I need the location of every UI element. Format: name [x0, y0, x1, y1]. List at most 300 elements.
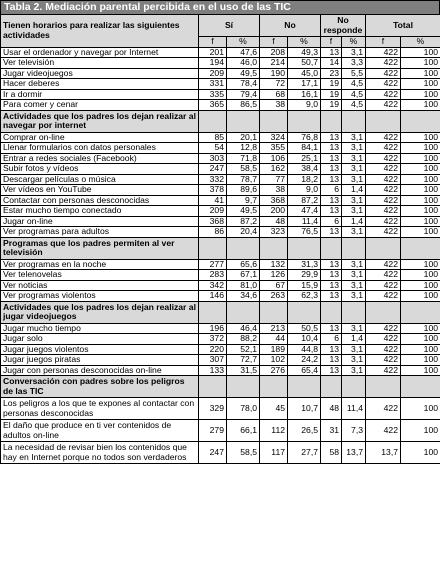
mediation-table [0, 14, 440, 464]
row-value: 422 [366, 259, 401, 270]
row-value: 86,5 [227, 100, 260, 111]
row-value: 422 [366, 206, 401, 217]
section-blank-cell [199, 301, 227, 323]
section-blank-cell [227, 110, 260, 132]
row-value: 49,3 [288, 47, 321, 58]
row-value: 20,1 [227, 132, 260, 143]
row-value: 52,1 [227, 344, 260, 355]
row-value: 13 [321, 355, 342, 366]
table-row [1, 365, 440, 376]
row-value: 47,6 [227, 47, 260, 58]
section-blank-cell [321, 376, 342, 398]
table-row [1, 47, 440, 58]
row-value: 422 [366, 195, 401, 206]
row-value: 100 [401, 153, 440, 164]
row-label: Ver noticias [1, 280, 199, 291]
row-value: 88,2 [227, 334, 260, 345]
row-value: 332 [199, 174, 227, 185]
section-blank-cell [342, 237, 366, 259]
section-header-row [1, 237, 440, 259]
row-value: 3,1 [342, 195, 366, 206]
row-value: 13 [321, 206, 342, 217]
row-value: 9,0 [288, 100, 321, 111]
row-label: Ver programas violentos [1, 291, 199, 302]
row-value: 247 [199, 442, 227, 464]
row-label: Jugar solo [1, 334, 199, 345]
row-value: 6 [321, 334, 342, 345]
table-row [1, 398, 440, 420]
row-value: 26,5 [288, 420, 321, 442]
row-value: 31 [321, 420, 342, 442]
table-row [1, 174, 440, 185]
row-value: 44,8 [288, 344, 321, 355]
row-value: 62,3 [288, 291, 321, 302]
row-value: 324 [260, 132, 288, 143]
table-row [1, 79, 440, 90]
row-value: 13 [321, 143, 342, 154]
section-title: Actividades que los padres los dejan realizar al navegar por internet [1, 110, 199, 132]
row-value: 372 [199, 334, 227, 345]
row-label: Ver televisión [1, 58, 199, 69]
table-row [1, 355, 440, 366]
table-row [1, 442, 440, 464]
table-row [1, 420, 440, 442]
row-value: 100 [401, 365, 440, 376]
section-blank-cell [366, 237, 401, 259]
row-value: 3,1 [342, 365, 366, 376]
col-header-total: Total [366, 15, 440, 37]
row-value: 100 [401, 79, 440, 90]
row-value: 355 [260, 143, 288, 154]
table-row [1, 291, 440, 302]
section-title: Conversación con padres sobre los peligros de las TIC [1, 376, 199, 398]
row-value: 422 [366, 68, 401, 79]
row-value: 20,4 [227, 227, 260, 238]
row-label: Jugar con personas desconocidas on-line [1, 365, 199, 376]
row-value: 422 [366, 79, 401, 90]
row-value: 76,5 [288, 227, 321, 238]
table-row [1, 58, 440, 69]
table-row [1, 153, 440, 164]
row-value: 100 [401, 185, 440, 196]
section-blank-cell [401, 301, 440, 323]
row-value: 422 [366, 323, 401, 334]
row-value: 45,0 [288, 68, 321, 79]
col-header-no-responde: No responde [321, 15, 366, 37]
row-value: 13 [321, 280, 342, 291]
row-value: 54 [199, 143, 227, 154]
row-value: 15,9 [288, 280, 321, 291]
row-label: Los peligros a los que te expones al contactar con personas desconocidas [1, 398, 199, 420]
section-blank-cell [366, 301, 401, 323]
row-value: 422 [366, 153, 401, 164]
row-value: 422 [366, 334, 401, 345]
row-value: 3,1 [342, 344, 366, 355]
row-value: 100 [401, 420, 440, 442]
row-value: 194 [199, 58, 227, 69]
row-value: 3,1 [342, 259, 366, 270]
row-value: 38 [260, 100, 288, 111]
row-value: 19 [321, 89, 342, 100]
table-row [1, 206, 440, 217]
row-value: 422 [366, 58, 401, 69]
row-value: 50,5 [288, 323, 321, 334]
row-value: 38,4 [288, 164, 321, 175]
row-value: 342 [199, 280, 227, 291]
row-value: 100 [401, 143, 440, 154]
row-value: 3,1 [342, 174, 366, 185]
row-label: Estar mucho tiempo conectado [1, 206, 199, 217]
section-header-row [1, 376, 440, 398]
row-value: 50,7 [288, 58, 321, 69]
row-value: 365 [199, 100, 227, 111]
row-label: Jugar mucho tiempo [1, 323, 199, 334]
row-value: 3,1 [342, 355, 366, 366]
row-value: 422 [366, 100, 401, 111]
row-value: 100 [401, 195, 440, 206]
section-title: Actividades que los padres los dejan realizar al jugar videojuegos [1, 301, 199, 323]
row-value: 162 [260, 164, 288, 175]
row-value: 3,3 [342, 58, 366, 69]
row-value: 16,1 [288, 89, 321, 100]
row-value: 4,5 [342, 89, 366, 100]
row-value: 9,0 [288, 185, 321, 196]
row-value: 132 [260, 259, 288, 270]
row-value: 100 [401, 174, 440, 185]
row-value: 189 [260, 344, 288, 355]
row-value: 100 [401, 132, 440, 143]
row-value: 3,1 [342, 132, 366, 143]
row-value: 329 [199, 398, 227, 420]
section-blank-cell [227, 237, 260, 259]
section-blank-cell [321, 110, 342, 132]
row-value: 368 [199, 216, 227, 227]
row-value: 89,6 [227, 185, 260, 196]
row-value: 303 [199, 153, 227, 164]
table-row [1, 216, 440, 227]
row-value: 331 [199, 79, 227, 90]
row-value: 31,3 [288, 259, 321, 270]
row-value: 47,4 [288, 206, 321, 217]
row-value: 1,4 [342, 216, 366, 227]
row-value: 307 [199, 355, 227, 366]
table-row [1, 100, 440, 111]
row-value: 100 [401, 47, 440, 58]
row-value: 72,7 [227, 355, 260, 366]
table-row [1, 89, 440, 100]
row-value: 422 [366, 216, 401, 227]
row-label: Para comer y cenar [1, 100, 199, 111]
section-blank-cell [199, 110, 227, 132]
row-value: 13,7 [342, 442, 366, 464]
table-row [1, 143, 440, 154]
row-value: 100 [401, 227, 440, 238]
section-blank-cell [227, 301, 260, 323]
subheader-f: f [260, 37, 288, 48]
row-label: Ver programas en la noche [1, 259, 199, 270]
row-value: 13 [321, 259, 342, 270]
subheader-pct: % [288, 37, 321, 48]
row-value: 17,1 [288, 79, 321, 90]
section-blank-cell [227, 376, 260, 398]
header-row [1, 15, 440, 37]
row-label: Jugar juegos piratas [1, 355, 199, 366]
row-label: Llenar formularios con datos personales [1, 143, 199, 154]
row-value: 3,1 [342, 280, 366, 291]
row-value: 3,1 [342, 164, 366, 175]
row-value: 13 [321, 323, 342, 334]
col-header-no: No [260, 15, 321, 37]
row-value: 422 [366, 355, 401, 366]
row-value: 9,7 [227, 195, 260, 206]
row-value: 13 [321, 132, 342, 143]
row-value: 46,4 [227, 323, 260, 334]
table-row [1, 164, 440, 175]
row-value: 100 [401, 344, 440, 355]
row-value: 86 [199, 227, 227, 238]
row-value: 79,4 [227, 89, 260, 100]
row-value: 3,1 [342, 270, 366, 281]
row-value: 13 [321, 227, 342, 238]
row-value: 13 [321, 174, 342, 185]
row-value: 220 [199, 344, 227, 355]
row-value: 45 [260, 398, 288, 420]
row-value: 422 [366, 344, 401, 355]
row-value: 100 [401, 334, 440, 345]
section-blank-cell [260, 301, 288, 323]
row-value: 100 [401, 442, 440, 464]
row-value: 3,1 [342, 227, 366, 238]
row-value: 72 [260, 79, 288, 90]
row-label: Jugar on-line [1, 216, 199, 227]
row-value: 100 [401, 270, 440, 281]
row-value: 100 [401, 89, 440, 100]
row-value: 81,0 [227, 280, 260, 291]
row-label: Jugar videojuegos [1, 68, 199, 79]
row-value: 85 [199, 132, 227, 143]
table-row [1, 259, 440, 270]
row-value: 3,1 [342, 206, 366, 217]
table-row [1, 334, 440, 345]
row-value: 422 [366, 164, 401, 175]
row-value: 422 [366, 420, 401, 442]
row-label: Ver vídeos en YouTube [1, 185, 199, 196]
row-value: 14 [321, 58, 342, 69]
row-value: 68 [260, 89, 288, 100]
row-label: Ver telenovelas [1, 270, 199, 281]
row-value: 65,4 [288, 365, 321, 376]
row-value: 77 [260, 174, 288, 185]
row-value: 10,4 [288, 334, 321, 345]
row-label: El daño que produce en ti ver contenidos de adultos on-line [1, 420, 199, 442]
section-header-row [1, 110, 440, 132]
row-value: 100 [401, 164, 440, 175]
section-blank-cell [288, 301, 321, 323]
row-label: Contactar con personas desconocidas [1, 195, 199, 206]
section-blank-cell [288, 237, 321, 259]
table-row [1, 323, 440, 334]
row-value: 24,2 [288, 355, 321, 366]
row-value: 13 [321, 344, 342, 355]
row-value: 422 [366, 89, 401, 100]
row-value: 146 [199, 291, 227, 302]
row-value: 279 [199, 420, 227, 442]
row-value: 422 [366, 185, 401, 196]
row-label: Entrar a redes sociales (Facebook) [1, 153, 199, 164]
row-value: 48 [321, 398, 342, 420]
row-value: 78,7 [227, 174, 260, 185]
section-blank-cell [260, 237, 288, 259]
row-value: 6 [321, 185, 342, 196]
row-value: 209 [199, 68, 227, 79]
section-blank-cell [342, 376, 366, 398]
row-value: 214 [260, 58, 288, 69]
row-value: 67 [260, 280, 288, 291]
row-value: 13,7 [366, 442, 401, 464]
row-value: 283 [199, 270, 227, 281]
row-value: 378 [199, 185, 227, 196]
section-blank-cell [288, 376, 321, 398]
row-label: Descargar películas o música [1, 174, 199, 185]
row-value: 422 [366, 291, 401, 302]
section-blank-cell [321, 301, 342, 323]
table-row [1, 270, 440, 281]
row-value: 200 [260, 206, 288, 217]
table-row [1, 132, 440, 143]
row-value: 100 [401, 216, 440, 227]
row-value: 71,8 [227, 153, 260, 164]
row-value: 23 [321, 68, 342, 79]
section-blank-cell [288, 110, 321, 132]
row-value: 100 [401, 206, 440, 217]
row-value: 335 [199, 89, 227, 100]
row-value: 213 [260, 323, 288, 334]
row-value: 31,5 [227, 365, 260, 376]
row-value: 84,1 [288, 143, 321, 154]
row-value: 18,2 [288, 174, 321, 185]
row-value: 100 [401, 280, 440, 291]
row-label: La necesidad de revisar bien los contenidos que hay en Internet porque no todos son verdaderos [1, 442, 199, 464]
row-value: 3,1 [342, 47, 366, 58]
row-label: Usar el ordenador y navegar por Internet [1, 47, 199, 58]
row-value: 11,4 [342, 398, 366, 420]
row-value: 323 [260, 227, 288, 238]
row-value: 76,8 [288, 132, 321, 143]
row-value: 100 [401, 100, 440, 111]
row-value: 422 [366, 270, 401, 281]
row-value: 196 [199, 323, 227, 334]
row-label: Jugar juegos violentos [1, 344, 199, 355]
row-value: 201 [199, 47, 227, 58]
section-blank-cell [401, 110, 440, 132]
row-value: 100 [401, 58, 440, 69]
row-value: 247 [199, 164, 227, 175]
row-value: 3,1 [342, 291, 366, 302]
row-value: 44 [260, 334, 288, 345]
row-value: 25,1 [288, 153, 321, 164]
row-value: 106 [260, 153, 288, 164]
row-label: Subir fotos y vídeos [1, 164, 199, 175]
row-value: 422 [366, 174, 401, 185]
row-label: Comprar on-line [1, 132, 199, 143]
row-label: Ver programas para adultos [1, 227, 199, 238]
section-blank-cell [366, 376, 401, 398]
section-blank-cell [401, 376, 440, 398]
row-value: 100 [401, 355, 440, 366]
row-value: 422 [366, 398, 401, 420]
table-title: Tabla 2. Mediación parental percibida en el uso de las TIC [0, 0, 440, 14]
section-blank-cell [199, 376, 227, 398]
row-value: 46,0 [227, 58, 260, 69]
row-value: 58,5 [227, 164, 260, 175]
row-value: 102 [260, 355, 288, 366]
row-value: 29,9 [288, 270, 321, 281]
row-value: 19 [321, 100, 342, 111]
row-value: 422 [366, 365, 401, 376]
row-label: Ir a dormir [1, 89, 199, 100]
row-value: 66,1 [227, 420, 260, 442]
first-section-header: Tienen horarios para realizar las siguientes actividades [1, 15, 199, 48]
section-blank-cell [401, 237, 440, 259]
section-blank-cell [342, 301, 366, 323]
row-value: 13 [321, 270, 342, 281]
row-label: Hacer deberes [1, 79, 199, 90]
row-value: 263 [260, 291, 288, 302]
row-value: 48 [260, 216, 288, 227]
row-value: 67,1 [227, 270, 260, 281]
row-value: 422 [366, 280, 401, 291]
row-value: 13 [321, 47, 342, 58]
table-row [1, 280, 440, 291]
section-blank-cell [321, 237, 342, 259]
row-value: 11,4 [288, 216, 321, 227]
row-value: 100 [401, 398, 440, 420]
row-value: 7,3 [342, 420, 366, 442]
row-value: 12,8 [227, 143, 260, 154]
table-row [1, 195, 440, 206]
section-blank-cell [366, 110, 401, 132]
table-row [1, 227, 440, 238]
row-value: 13 [321, 291, 342, 302]
subheader-pct: % [401, 37, 440, 48]
row-value: 41 [199, 195, 227, 206]
row-value: 276 [260, 365, 288, 376]
row-value: 10,7 [288, 398, 321, 420]
row-value: 209 [199, 206, 227, 217]
row-value: 49,5 [227, 68, 260, 79]
row-value: 3,1 [342, 143, 366, 154]
section-header-row [1, 301, 440, 323]
row-value: 87,2 [288, 195, 321, 206]
row-value: 4,5 [342, 100, 366, 111]
row-value: 49,5 [227, 206, 260, 217]
row-value: 78,4 [227, 79, 260, 90]
row-value: 117 [260, 442, 288, 464]
section-blank-cell [260, 376, 288, 398]
table-row [1, 185, 440, 196]
col-header-si: Sí [199, 15, 260, 37]
subheader-f: f [199, 37, 227, 48]
row-value: 78,0 [227, 398, 260, 420]
row-value: 27,7 [288, 442, 321, 464]
row-value: 19 [321, 79, 342, 90]
section-title: Programas que los padres permiten al ver televisión [1, 237, 199, 259]
row-value: 422 [366, 47, 401, 58]
subheader-pct: % [342, 37, 366, 48]
subheader-f: f [366, 37, 401, 48]
row-value: 100 [401, 323, 440, 334]
row-value: 112 [260, 420, 288, 442]
